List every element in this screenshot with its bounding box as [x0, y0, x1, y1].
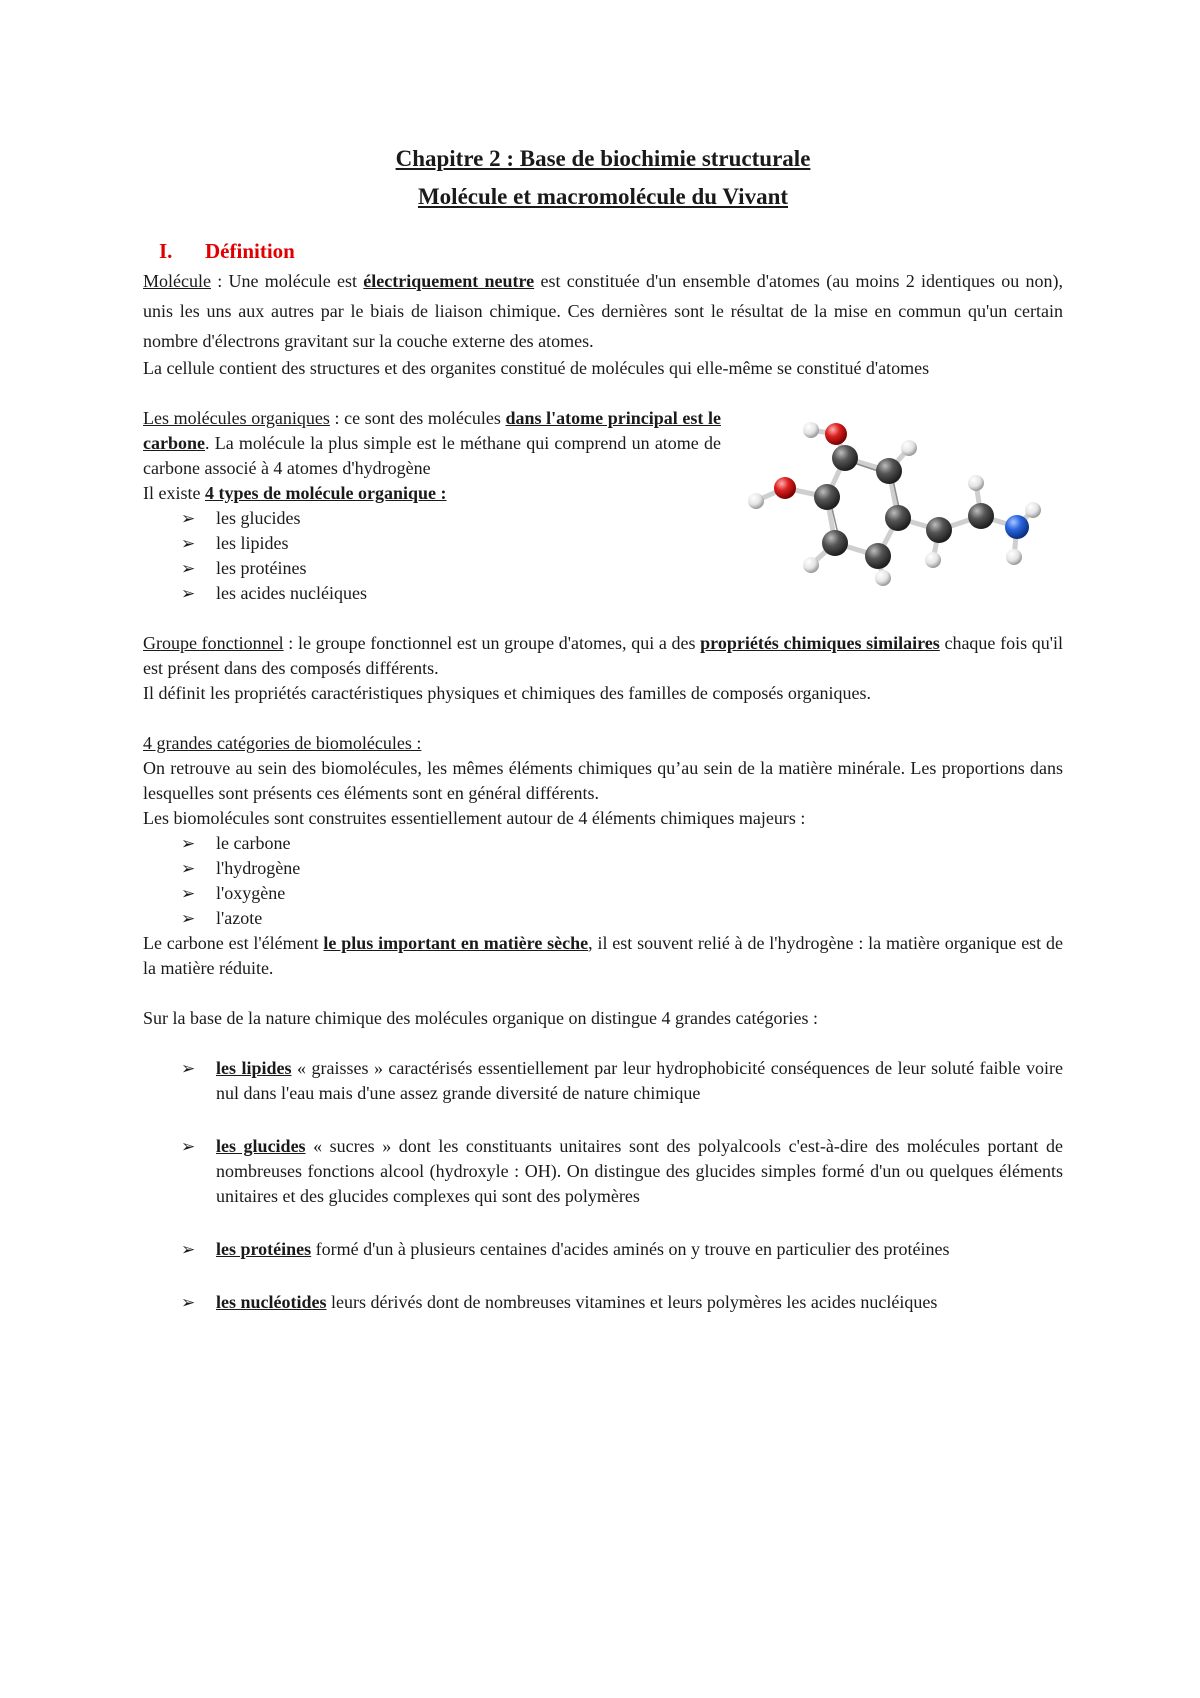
list-item: ➢ les lipides: [181, 531, 721, 556]
cellule-paragraph: La cellule contient des structures et des organites constitué de molécules qui elle-même se constitué d'atomes: [143, 358, 930, 378]
category-term: les lipides: [216, 1058, 292, 1078]
arrow-bullet-icon: ➢: [181, 909, 196, 928]
arrow-bullet-icon: ➢: [181, 859, 196, 878]
electrically-neutral-term: électriquement neutre: [363, 271, 535, 291]
arrow-bullet-icon: ➢: [181, 884, 196, 903]
base-paragraph: Sur la base de la nature chimique des molécules organique on distingue 4 grandes catégories :: [143, 1008, 818, 1028]
organic-types-intro: Il existe 4 types de molécule organique :: [143, 483, 447, 503]
organic-label: Les molécules organiques: [143, 408, 330, 428]
list-item: ➢ le carbone: [181, 831, 1063, 856]
organic-molecules-paragraph: Les molécules organiques : ce sont des molécules dans l'atome principal est le carbone. La molécule la plus simple est le méthane qui comprend un atome de carbone associé à 4 atomes d'hydrogène: [143, 408, 721, 478]
molecule-label: Molécule: [143, 271, 211, 291]
carbon-paragraph: Le carbone est l'élément le plus important en matière sèche, il est souvent relié à de l'hydrogène : la matière organique est de la matière réduite.: [143, 933, 1063, 978]
section-heading-definition: [143, 236, 1063, 266]
arrow-bullet-icon: ➢: [181, 534, 196, 553]
main-atom-carbon-term: dans l'atome principal est le carbone: [143, 408, 721, 453]
chapter-title: Chapitre 2 : Base de biochimie structurale: [395, 146, 811, 171]
list-item: ➢ les protéines: [181, 556, 721, 581]
molecule-definition-paragraph: Molécule : Une molécule est électriquement neutre est constituée d'un ensemble d'atomes (au moins 2 identiques ou non), unis les uns aux autres par le biais de liaison chimique. Ces dernières sont le résultat de la mise en commun qu'un certain nombre d'électrons gravitant sur la couche externe des atomes.: [143, 271, 1063, 351]
arrow-bullet-icon: ➢: [181, 1059, 196, 1078]
category-term: les protéines: [216, 1239, 312, 1259]
arrow-bullet-icon: ➢: [181, 1293, 196, 1312]
major-elements-list: [143, 831, 1063, 931]
section-number: I.: [159, 239, 173, 263]
biomolecule-categories-list: [143, 1056, 1063, 1315]
list-item: ➢ l'azote: [181, 906, 1063, 931]
category-term: les nucléotides: [216, 1292, 327, 1312]
organic-types-list: [143, 506, 721, 606]
list-item: ➢ les acides nucléiques: [181, 581, 721, 606]
section-title: Définition: [205, 239, 295, 263]
list-item: ➢ les lipides « graisses » caractérisés essentiellement par leur hydrophobicité conséquences de leur soluté faible voire nul dans l'eau mais d'une assez grande diversité de nature chimique: [181, 1058, 1063, 1103]
arrow-bullet-icon: ➢: [181, 1137, 196, 1156]
organic-molecules-section: [143, 406, 1063, 606]
most-important-dry-matter-term: le plus important en matière sèche: [323, 933, 589, 953]
list-item: ➢ les protéines formé d'un à plusieurs centaines d'acides aminés on y trouve en particulier des protéines: [181, 1237, 1063, 1262]
functional-group-definition: Il définit les propriétés caractéristiques physiques et chimiques des familles de composés organiques.: [143, 683, 871, 703]
functional-group-label: Groupe fonctionnel: [143, 633, 284, 653]
functional-group-paragraph: Groupe fonctionnel : le groupe fonctionnel est un groupe d'atomes, qui a des propriétés chimiques similaires chaque fois qu'il est présent dans des composés différents.: [143, 633, 1063, 678]
list-item: ➢ les glucides « sucres » dont les constituants unitaires sont des polyalcools c'est-à-dire des molécules portant de nombreuses fonctions alcool (hydroxyle : OH). On distingue des glucides simples formé d'un ou quelques éléments unitaires et des glucides complexes qui sont des polymères: [181, 1136, 1063, 1206]
chapter-subtitle: Molécule et macromolécule du Vivant: [417, 184, 789, 209]
arrow-bullet-icon: ➢: [181, 834, 196, 853]
arrow-bullet-icon: ➢: [181, 559, 196, 578]
arrow-bullet-icon: ➢: [181, 1240, 196, 1259]
biomolecule-elements-paragraph: On retrouve au sein des biomolécules, les mêmes éléments chimiques qu’au sein de la matière minérale. Les proportions dans lesquelles sont présents ces éléments sont en général différents.: [143, 758, 1063, 803]
biomolecule-categories-label: 4 grandes catégories de biomolécules :: [143, 733, 422, 753]
category-term: les glucides: [216, 1136, 306, 1156]
list-item: ➢ les nucléotides leurs dérivés dont de nombreuses vitamines et leurs polymères les acides nucléiques: [181, 1290, 1063, 1315]
biomolecule-major-elements-intro: Les biomolécules sont construites essentiellement autour de 4 éléments chimiques majeurs :: [143, 808, 806, 828]
list-item: ➢ les glucides: [181, 506, 721, 531]
list-item: ➢ l'oxygène: [181, 881, 1063, 906]
arrow-bullet-icon: ➢: [181, 509, 196, 528]
document-page: [143, 140, 1063, 1343]
similar-chemical-properties-term: propriétés chimiques similaires: [700, 633, 940, 653]
arrow-bullet-icon: ➢: [181, 584, 196, 603]
molecule-ball-and-stick-icon: [743, 400, 1063, 620]
list-item: ➢ l'hydrogène: [181, 856, 1063, 881]
